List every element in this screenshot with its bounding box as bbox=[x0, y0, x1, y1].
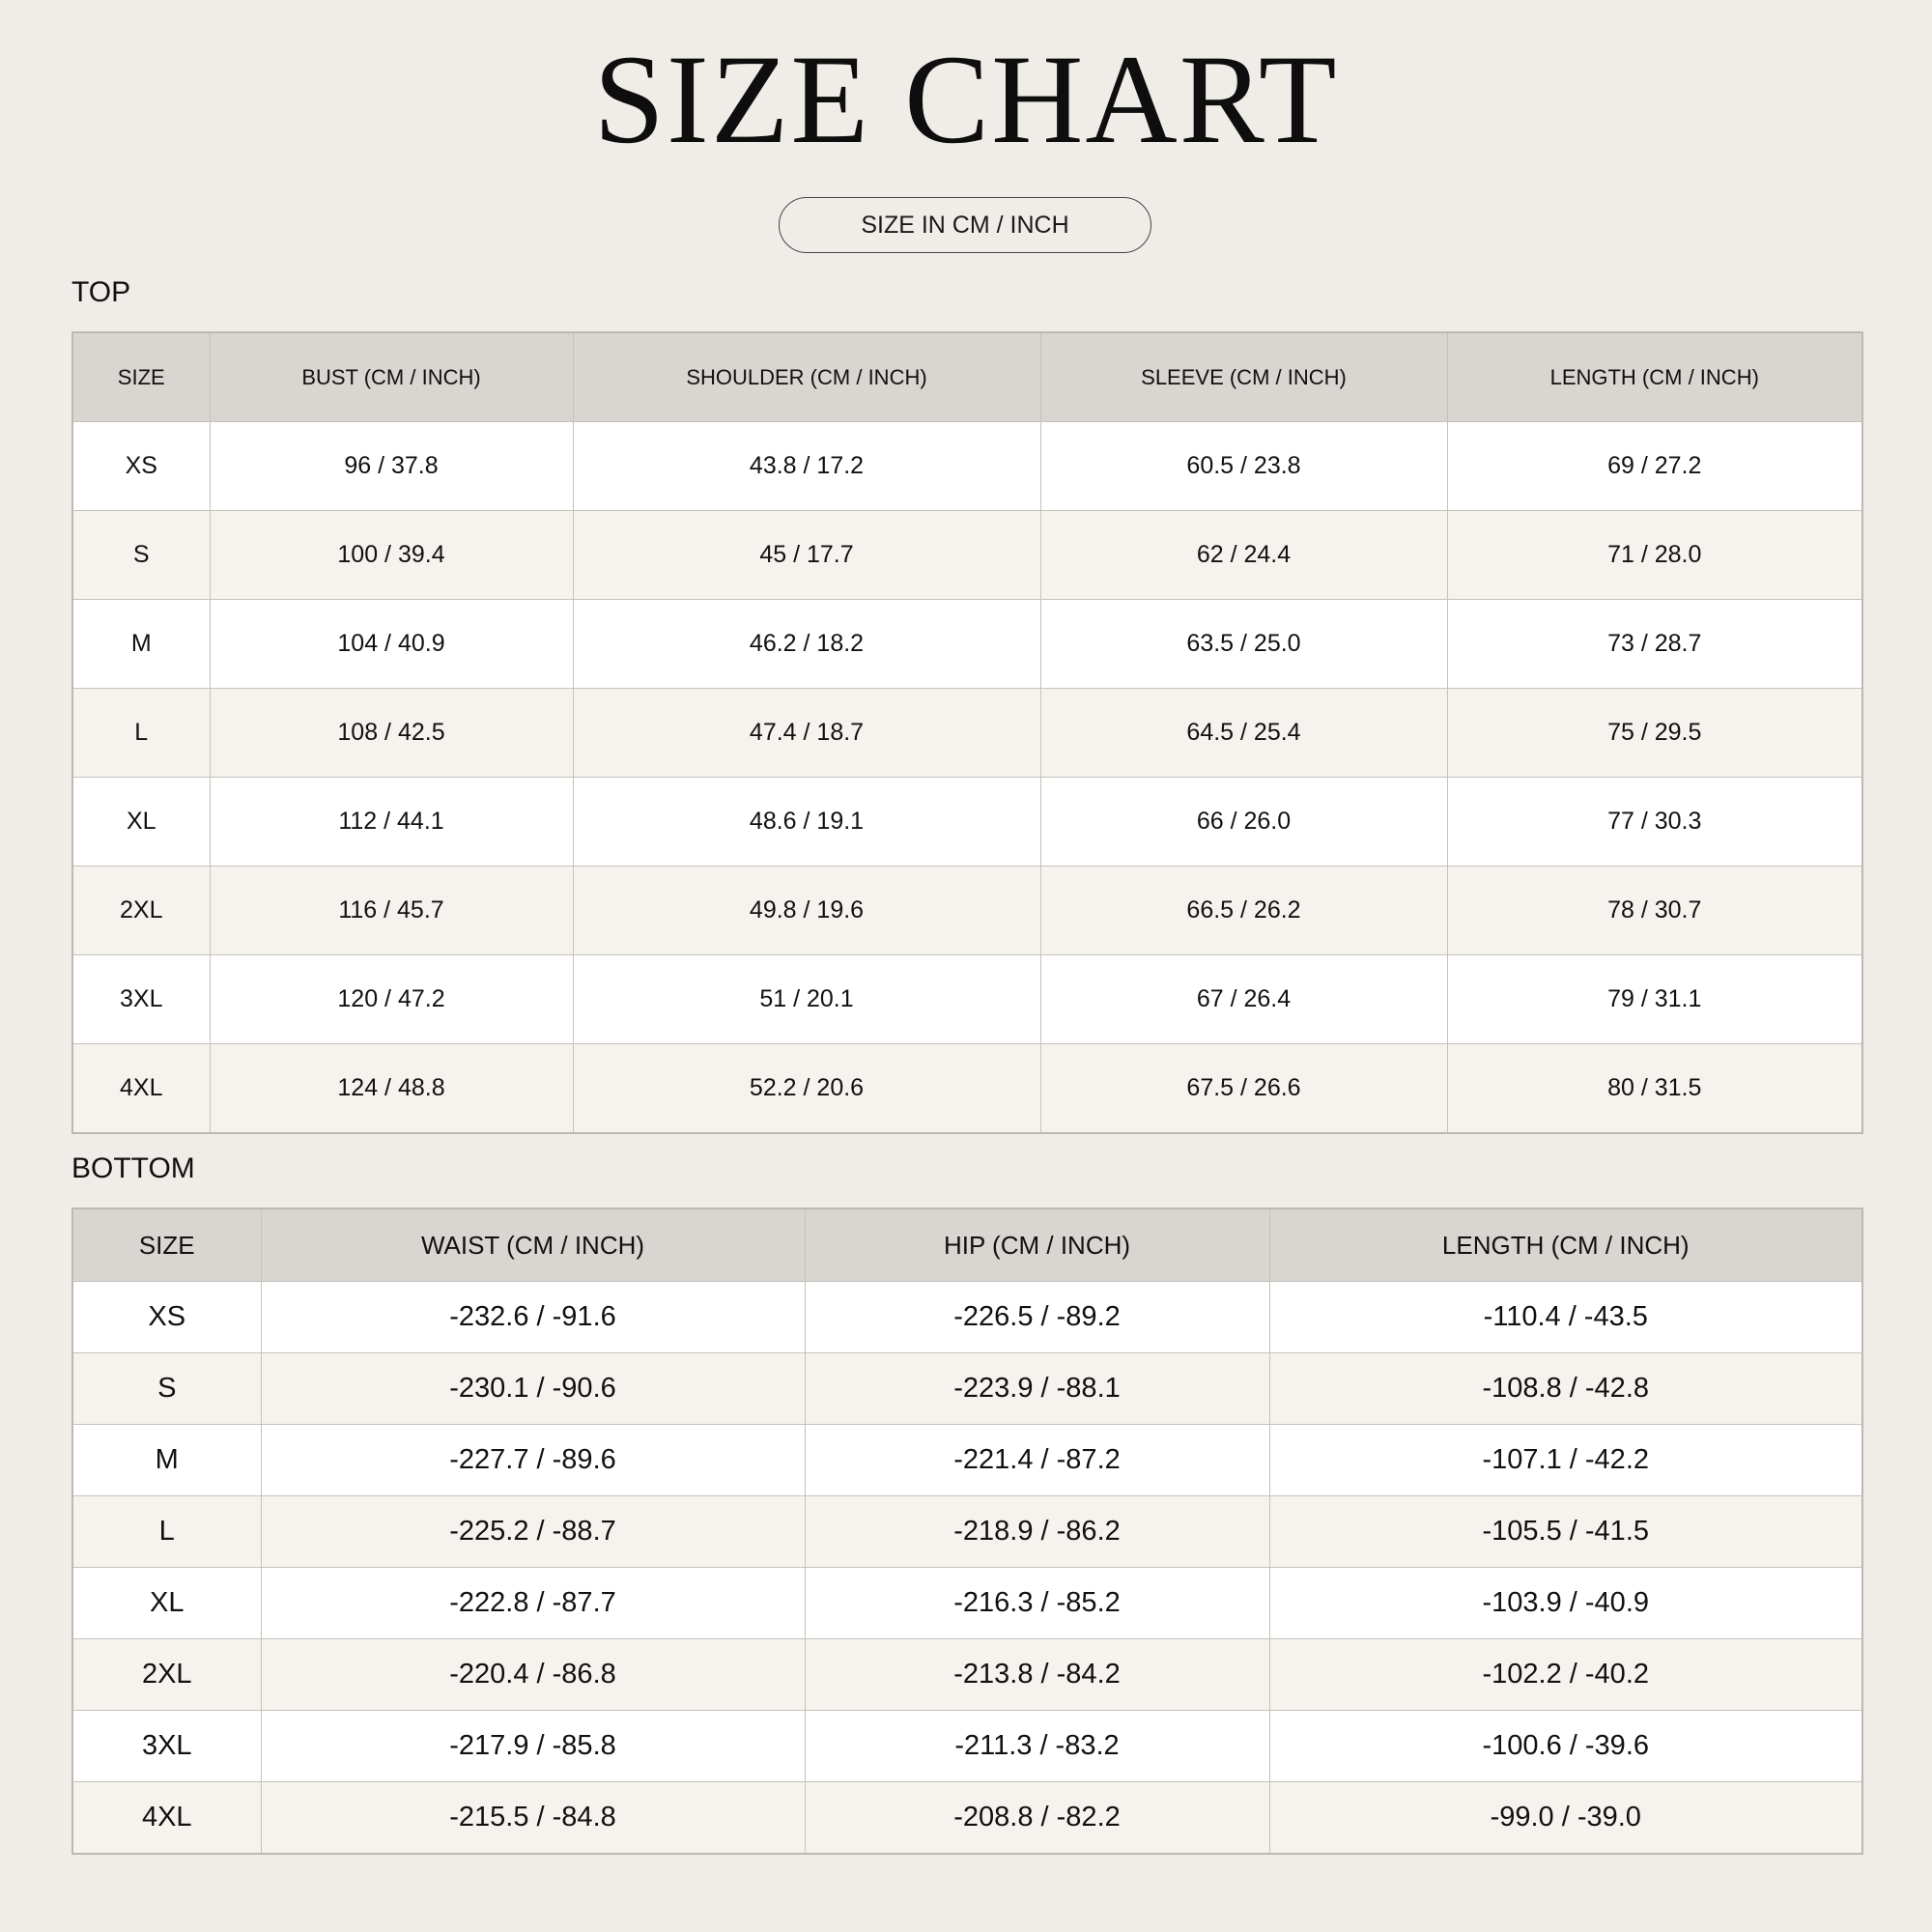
bottom-size-table bbox=[71, 1208, 1863, 1855]
table-header-row bbox=[72, 332, 1862, 422]
size-cell: S bbox=[72, 511, 210, 600]
bottom-section-label: BOTTOM bbox=[71, 1152, 195, 1184]
measurement-cell: 96 / 37.8 bbox=[210, 422, 573, 511]
unit-badge bbox=[779, 197, 1151, 253]
measurement-cell: 80 / 31.5 bbox=[1447, 1044, 1862, 1134]
measurement-cell: 63.5 / 25.0 bbox=[1040, 600, 1447, 689]
measurement-cell: 48.6 / 19.1 bbox=[573, 778, 1040, 867]
column-header: WAIST (CM / INCH) bbox=[261, 1208, 805, 1282]
column-header: BUST (CM / INCH) bbox=[210, 332, 573, 422]
size-cell: S bbox=[72, 1353, 261, 1425]
column-header: LENGTH (CM / INCH) bbox=[1447, 332, 1862, 422]
measurement-cell: -230.1 / -90.6 bbox=[261, 1353, 805, 1425]
size-cell: 3XL bbox=[72, 1711, 261, 1782]
measurement-cell: 75 / 29.5 bbox=[1447, 689, 1862, 778]
size-cell: 2XL bbox=[72, 1639, 261, 1711]
size-cell: 2XL bbox=[72, 867, 210, 955]
measurement-cell: 116 / 45.7 bbox=[210, 867, 573, 955]
measurement-cell: -208.8 / -82.2 bbox=[805, 1782, 1269, 1855]
measurement-cell: -223.9 / -88.1 bbox=[805, 1353, 1269, 1425]
measurement-cell: 124 / 48.8 bbox=[210, 1044, 573, 1134]
measurement-cell: -232.6 / -91.6 bbox=[261, 1282, 805, 1353]
measurement-cell: 67 / 26.4 bbox=[1040, 955, 1447, 1044]
measurement-cell: 120 / 47.2 bbox=[210, 955, 573, 1044]
measurement-cell: -226.5 / -89.2 bbox=[805, 1282, 1269, 1353]
table-row bbox=[72, 778, 1862, 867]
measurement-cell: -103.9 / -40.9 bbox=[1269, 1568, 1862, 1639]
page-title: SIZE CHART bbox=[593, 28, 1339, 170]
measurement-cell: -99.0 / -39.0 bbox=[1269, 1782, 1862, 1855]
measurement-cell: -107.1 / -42.2 bbox=[1269, 1425, 1862, 1496]
measurement-cell: -108.8 / -42.8 bbox=[1269, 1353, 1862, 1425]
unit-badge-label: SIZE IN CM / INCH bbox=[861, 211, 1069, 239]
size-cell: XS bbox=[72, 422, 210, 511]
measurement-cell: 67.5 / 26.6 bbox=[1040, 1044, 1447, 1134]
size-cell: XS bbox=[72, 1282, 261, 1353]
bottom-table-body bbox=[72, 1282, 1862, 1855]
measurement-cell: 62 / 24.4 bbox=[1040, 511, 1447, 600]
measurement-cell: 69 / 27.2 bbox=[1447, 422, 1862, 511]
measurement-cell: 43.8 / 17.2 bbox=[573, 422, 1040, 511]
measurement-cell: 45 / 17.7 bbox=[573, 511, 1040, 600]
table-row bbox=[72, 1568, 1862, 1639]
measurement-cell: -100.6 / -39.6 bbox=[1269, 1711, 1862, 1782]
column-header: SIZE bbox=[72, 1208, 261, 1282]
column-header: SHOULDER (CM / INCH) bbox=[573, 332, 1040, 422]
measurement-cell: 60.5 / 23.8 bbox=[1040, 422, 1447, 511]
measurement-cell: -213.8 / -84.2 bbox=[805, 1639, 1269, 1711]
measurement-cell: 78 / 30.7 bbox=[1447, 867, 1862, 955]
table-row bbox=[72, 1353, 1862, 1425]
column-header: SLEEVE (CM / INCH) bbox=[1040, 332, 1447, 422]
table-row bbox=[72, 867, 1862, 955]
top-section-label: TOP bbox=[71, 276, 131, 308]
measurement-cell: -105.5 / -41.5 bbox=[1269, 1496, 1862, 1568]
measurement-cell: 112 / 44.1 bbox=[210, 778, 573, 867]
table-row bbox=[72, 422, 1862, 511]
measurement-cell: -227.7 / -89.6 bbox=[261, 1425, 805, 1496]
measurement-cell: 104 / 40.9 bbox=[210, 600, 573, 689]
measurement-cell: -211.3 / -83.2 bbox=[805, 1711, 1269, 1782]
table-header-row bbox=[72, 1208, 1862, 1282]
table-row bbox=[72, 1496, 1862, 1568]
measurement-cell: -225.2 / -88.7 bbox=[261, 1496, 805, 1568]
top-table-body bbox=[72, 422, 1862, 1134]
table-row bbox=[72, 1711, 1862, 1782]
size-cell: 4XL bbox=[72, 1044, 210, 1134]
measurement-cell: 52.2 / 20.6 bbox=[573, 1044, 1040, 1134]
column-header: HIP (CM / INCH) bbox=[805, 1208, 1269, 1282]
size-cell: L bbox=[72, 1496, 261, 1568]
measurement-cell: 66.5 / 26.2 bbox=[1040, 867, 1447, 955]
measurement-cell: -222.8 / -87.7 bbox=[261, 1568, 805, 1639]
measurement-cell: 47.4 / 18.7 bbox=[573, 689, 1040, 778]
size-cell: XL bbox=[72, 1568, 261, 1639]
measurement-cell: -215.5 / -84.8 bbox=[261, 1782, 805, 1855]
measurement-cell: -110.4 / -43.5 bbox=[1269, 1282, 1862, 1353]
measurement-cell: 73 / 28.7 bbox=[1447, 600, 1862, 689]
size-cell: XL bbox=[72, 778, 210, 867]
table-row bbox=[72, 600, 1862, 689]
table-row bbox=[72, 511, 1862, 600]
measurement-cell: 64.5 / 25.4 bbox=[1040, 689, 1447, 778]
table-row bbox=[72, 1425, 1862, 1496]
measurement-cell: 66 / 26.0 bbox=[1040, 778, 1447, 867]
measurement-cell: -102.2 / -40.2 bbox=[1269, 1639, 1862, 1711]
measurement-cell: -216.3 / -85.2 bbox=[805, 1568, 1269, 1639]
table-row bbox=[72, 955, 1862, 1044]
measurement-cell: 71 / 28.0 bbox=[1447, 511, 1862, 600]
size-cell: L bbox=[72, 689, 210, 778]
measurement-cell: 51 / 20.1 bbox=[573, 955, 1040, 1044]
table-row bbox=[72, 1782, 1862, 1855]
size-cell: 3XL bbox=[72, 955, 210, 1044]
measurement-cell: -218.9 / -86.2 bbox=[805, 1496, 1269, 1568]
measurement-cell: -221.4 / -87.2 bbox=[805, 1425, 1269, 1496]
size-cell: M bbox=[72, 600, 210, 689]
column-header: LENGTH (CM / INCH) bbox=[1269, 1208, 1862, 1282]
size-cell: 4XL bbox=[72, 1782, 261, 1855]
measurement-cell: 108 / 42.5 bbox=[210, 689, 573, 778]
measurement-cell: 49.8 / 19.6 bbox=[573, 867, 1040, 955]
table-row bbox=[72, 689, 1862, 778]
size-cell: M bbox=[72, 1425, 261, 1496]
measurement-cell: -220.4 / -86.8 bbox=[261, 1639, 805, 1711]
measurement-cell: 77 / 30.3 bbox=[1447, 778, 1862, 867]
table-row bbox=[72, 1282, 1862, 1353]
measurement-cell: 46.2 / 18.2 bbox=[573, 600, 1040, 689]
top-size-table bbox=[71, 331, 1863, 1134]
table-row bbox=[72, 1639, 1862, 1711]
measurement-cell: 100 / 39.4 bbox=[210, 511, 573, 600]
table-row bbox=[72, 1044, 1862, 1134]
measurement-cell: 79 / 31.1 bbox=[1447, 955, 1862, 1044]
column-header: SIZE bbox=[72, 332, 210, 422]
measurement-cell: -217.9 / -85.8 bbox=[261, 1711, 805, 1782]
